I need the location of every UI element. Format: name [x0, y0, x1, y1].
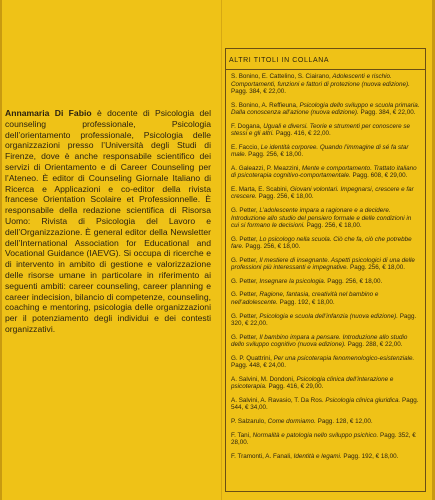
bio-author-name: Annamaria Di Fabio	[5, 108, 92, 118]
list-item	[231, 257, 421, 272]
list-item-title: Psicologia clinica giuridica.	[323, 396, 401, 404]
list-item	[231, 334, 421, 349]
list-item	[231, 236, 421, 251]
list-item	[231, 123, 421, 138]
list-item-title: Lo psicologo nella scuola. Ciò che fa, ciò che potrebbe fare.	[231, 235, 412, 251]
list-item-info: Pagg. 416, € 22,00.	[274, 130, 331, 138]
list-item	[231, 453, 421, 461]
list-item-author: A. Salvini, M. Dondoni,	[231, 375, 295, 383]
list-item-title: Il bambino impara a pensare. Introduzione allo studio dello sviluppo cognitivo (nuova edizione).	[231, 333, 408, 349]
list-item	[231, 397, 421, 412]
list-item-info: Pagg. 192, € 18,00.	[277, 298, 335, 306]
list-item-title: Ragione, fantasia, creatività nel bambino e nell’adolescente.	[231, 291, 379, 306]
list-item	[231, 376, 421, 391]
list-item-info: Pagg. 128, € 12,00.	[315, 418, 373, 425]
list-item-info: Pagg. 384, € 22,00.	[358, 109, 416, 117]
list-item-author: A. Salvini, A. Ravasio, T. Da Ros.	[231, 396, 324, 404]
list-item	[231, 207, 421, 230]
list-item-author: F. Dogana,	[231, 122, 262, 130]
list-item-author: G. Petter,	[231, 291, 258, 299]
list-item-title: Mente e comportamento. Trattato italiano di psicoterapia cognitivo-comportamentale.	[231, 164, 417, 180]
list-item-title: Psicologia clinica dell’interazione e psicoterapia.	[231, 375, 394, 391]
list-item-title: Insegnare la psicologia.	[257, 277, 326, 285]
list-item-info: Pagg. 384, € 22,00.	[231, 88, 286, 95]
list-item	[231, 165, 421, 180]
list-item-author: E. Faccio,	[231, 143, 259, 151]
list-item-title: Giovani volontari. Impegnarsi, crescere e far crescere.	[231, 185, 414, 201]
list-item	[231, 102, 421, 117]
list-item-info: Pagg. 448, € 24,00.	[231, 362, 286, 370]
list-item-author: S. Bonino, A. Reffieuna,	[231, 101, 298, 109]
list-item-title: Psicologia dello sviluppo e scuola primaria. Dalla conoscenza all’azione (nuova edizione).	[231, 101, 420, 117]
list-item-title: Psicologia e scuola dell’infanzia (nuova edizione).	[257, 312, 398, 320]
list-item-title: Le identità corporee. Quando l’immagine di sé fa star male.	[231, 143, 409, 159]
list-item-title: Il mestiere di insegnante. Aspetti psicologici di una delle professioni più interessanti e impegnative.	[231, 256, 415, 272]
list-item-author: G. Petter,	[231, 207, 258, 215]
list-item-info: Pagg. 256, € 18,00.	[304, 222, 362, 230]
list-item-author: G. Petter,	[231, 256, 258, 264]
list-item-info: Pagg. 352, € 28,00.	[231, 431, 416, 447]
list-item-author: F. Tramonti, A. Fanali,	[231, 452, 292, 460]
list-item-title: Identità e legami.	[291, 452, 342, 460]
list-item-info: Pagg. 416, € 29,00.	[266, 383, 324, 391]
list-item	[231, 144, 421, 159]
list-item-author: P. Salzarulo,	[231, 418, 266, 425]
list-item-info: Pagg. 320, € 22,00.	[231, 312, 417, 328]
list-item-author: G. Petter,	[231, 235, 258, 243]
list-item-title: Normalità e patologia nello sviluppo psichico.	[250, 431, 379, 439]
list-item	[231, 73, 421, 96]
list-item-title: Uguali e diversi. Teorie e strumenti per conoscere se stessi e gli altri.	[231, 122, 410, 138]
list-item-author: G. Petter,	[231, 312, 258, 320]
series-title: ALTRI TITOLI IN COLLANA	[229, 57, 330, 64]
list-item	[231, 186, 421, 201]
series-title-rule	[226, 69, 425, 70]
list-item-info: Pagg. 544, € 34,00.	[231, 396, 419, 412]
cover-edge-left	[0, 0, 2, 500]
list-item-info: Pagg. 256, € 18,00.	[243, 243, 301, 251]
list-item	[231, 355, 421, 370]
author-biography	[5, 108, 211, 335]
list-item-info: Pagg. 256, € 18,00.	[348, 264, 405, 272]
list-item-info: Pagg. 288, € 22,00.	[345, 341, 403, 349]
list-item-title: Adolescenti e rischio. Comportamenti, funzioni e fattori di protezione (nuova edizione).	[231, 73, 410, 88]
list-item-info: Pagg. 608, € 29,00.	[350, 172, 408, 180]
list-item	[231, 432, 421, 447]
list-item-author: G. Petter,	[231, 333, 258, 341]
list-item-author: E. Marta, E. Scabini,	[231, 185, 289, 193]
list-item-info: Pagg. 256, € 18,00.	[256, 193, 314, 201]
list-item-author: A. Galeazzi, P. Meazzini,	[231, 164, 301, 172]
list-item-info: Pagg. 256, € 18,00.	[246, 151, 304, 159]
list-item	[231, 418, 421, 426]
list-item-title: L’adolescente impara a ragionare e a decidere. Introduzione allo studio del pensiero formale e delle condizioni in cui si formano le decisioni.	[231, 207, 412, 230]
list-item	[231, 278, 421, 286]
list-item	[231, 291, 421, 306]
list-item-info: Pagg. 256, € 18,00.	[325, 277, 383, 285]
list-item-author: F. Tani,	[231, 431, 251, 439]
list-item-title: Come dormiamo.	[265, 418, 316, 425]
flap-fold-line	[221, 0, 222, 500]
list-item-author: S. Bonino, E. Cattelino, S. Ciairano,	[231, 73, 331, 80]
list-item-title: Per una psicoterapia fenomenologico-esistenziale.	[271, 354, 415, 362]
series-title-list	[231, 73, 421, 466]
list-item-author: G. Petter,	[231, 277, 258, 285]
list-item-author: G. P. Quattrini,	[231, 354, 272, 362]
list-item	[231, 313, 421, 328]
list-item-info: Pagg. 192, € 18,00.	[341, 452, 399, 460]
bio-text: è docente di Psicologia del counseling professionale, Psicologia dell’orientamento professionale, Psicologia delle organizzazioni presso l’Università degli Studi di Firenze, dove è anche responsabile scientifico dei servizi di Orientamento e di Career Counseling per l’Ateneo. È editor di Counseling Giornale Italiano di Ricerca e Applicazioni e co-editor della rivista francese Orientation Scolaire et Professionnelle. È responsabile della redazione scientifica di Risorsa Uomo: Rivista di Psicologia del Lavoro e dell’Organizzazione. È general editor della Newsletter dell’International Association for Educational and Vocational Guidance (IAEVG). Si occupa di ricerche e di intervento in ambito di gestione e valorizzazione delle risorse umane in particolare in riferimento ai seguenti ambiti: career counseling, career planning e career indecision, bilancio di competenze, counseling, coaching e mentoring, psicologia delle organizzazioni per il potenziamento degli individui e dei contesti organizzativi.	[5, 108, 211, 334]
